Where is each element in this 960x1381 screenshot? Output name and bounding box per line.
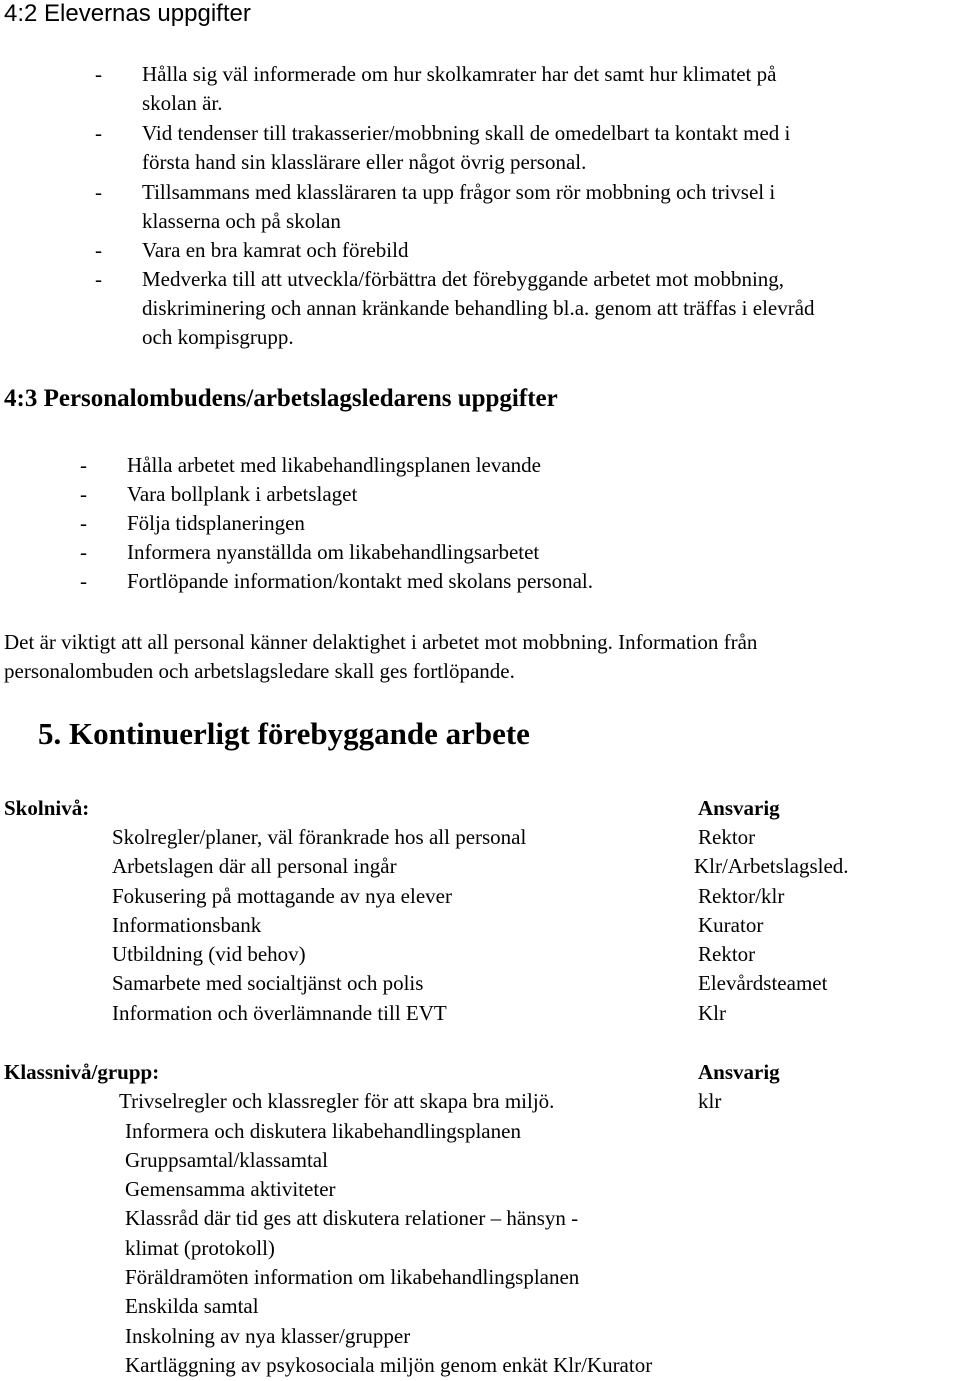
skolniva-ansvarig-header: Ansvarig xyxy=(698,796,780,820)
klassniva-ansvarig-header: Ansvarig xyxy=(698,1060,780,1084)
list-item-line: Hålla sig väl informerade om hur skolkamrater har det samt hur klimatet på xyxy=(142,62,777,86)
skolniva-responsible: Klr xyxy=(698,1001,726,1025)
list-item-line: första hand sin klasslärare eller något övrig personal. xyxy=(142,150,587,174)
list-bullet-dash: - xyxy=(80,511,87,535)
skolniva-task: Arbetslagen där all personal ingår xyxy=(112,854,397,878)
klassniva-task: Föräldramöten information om likabehandlingsplanen xyxy=(125,1265,580,1289)
list-bullet-dash: - xyxy=(95,267,102,291)
list-item-line: Vara en bra kamrat och förebild xyxy=(142,238,409,262)
list-item-line: Tillsammans med klassläraren ta upp frågor som rör mobbning och trivsel i xyxy=(142,180,776,204)
section-5-heading: 5. Kontinuerligt förebyggande arbete xyxy=(38,716,530,751)
list-item: Hålla arbetet med likabehandlingsplanen levande xyxy=(127,453,542,477)
list-bullet-dash: - xyxy=(95,62,102,86)
skolniva-task: Skolregler/planer, väl förankrade hos all personal xyxy=(112,825,527,849)
list-item-line: klasserna och på skolan xyxy=(142,209,341,233)
list-bullet-dash: - xyxy=(80,482,87,506)
list-item-line: Medverka till att utveckla/förbättra det förebyggande arbetet mot mobbning, xyxy=(142,267,785,291)
klassniva-task: Gruppsamtal/klassamtal xyxy=(125,1148,328,1172)
section-4-2-heading: 4:2 Elevernas uppgifter xyxy=(4,0,251,27)
klassniva-task: Kartläggning av psykosociala miljön genom enkät Klr/Kurator xyxy=(125,1353,653,1377)
skolniva-task: Informationsbank xyxy=(112,913,262,937)
klassniva-responsible: klr xyxy=(698,1089,722,1113)
skolniva-task: Information och överlämnande till EVT xyxy=(112,1001,447,1025)
list-item: Informera nyanställda om likabehandlingsarbetet xyxy=(127,540,540,564)
klassniva-task: Inskolning av nya klasser/grupper xyxy=(125,1324,411,1348)
list-bullet-dash: - xyxy=(95,238,102,262)
klassniva-label: Klassnivå/grupp: xyxy=(4,1060,160,1084)
klassniva-task: Trivselregler och klassregler för att skapa bra miljö. xyxy=(119,1089,555,1113)
skolniva-label: Skolnivå: xyxy=(4,796,90,820)
skolniva-task: Utbildning (vid behov) xyxy=(112,942,306,966)
klassniva-task: Klassråd där tid ges att diskutera relationer – hänsyn - xyxy=(125,1206,579,1230)
klassniva-task: Enskilda samtal xyxy=(125,1294,259,1318)
list-bullet-dash: - xyxy=(80,453,87,477)
skolniva-responsible: Rektor/klr xyxy=(698,884,785,908)
klassniva-task: Informera och diskutera likabehandlingsplanen xyxy=(125,1119,521,1143)
skolniva-responsible: Klr/Arbetslagsled. xyxy=(694,854,849,878)
list-item-line: och kompisgrupp. xyxy=(142,325,294,349)
list-item-line: diskriminering och annan kränkande behandling bl.a. genom att träffas i elevråd xyxy=(142,296,815,320)
skolniva-responsible: Kurator xyxy=(698,913,764,937)
list-item: Fortlöpande information/kontakt med skolans personal. xyxy=(127,569,593,593)
list-bullet-dash: - xyxy=(95,180,102,204)
klassniva-task: klimat (protokoll) xyxy=(125,1236,275,1260)
skolniva-task: Samarbete med socialtjänst och polis xyxy=(112,971,424,995)
section-4-3-heading: 4:3 Personalombudens/arbetslagsledarens uppgifter xyxy=(4,385,558,412)
list-bullet-dash: - xyxy=(95,121,102,145)
list-bullet-dash: - xyxy=(80,540,87,564)
klassniva-task: Gemensamma aktiviteter xyxy=(125,1177,336,1201)
list-item: Följa tidsplaneringen xyxy=(127,511,305,535)
list-bullet-dash: - xyxy=(80,569,87,593)
paragraph-line: personalombuden och arbetslagsledare skall ges fortlöpande. xyxy=(4,659,515,683)
paragraph-line: Det är viktigt att all personal känner delaktighet i arbetet mot mobbning. Information från xyxy=(4,630,758,654)
skolniva-responsible: Rektor xyxy=(698,825,756,849)
list-item-line: skolan är. xyxy=(142,91,223,115)
skolniva-responsible: Elevårdsteamet xyxy=(698,971,828,995)
list-item: Vara bollplank i arbetslaget xyxy=(127,482,358,506)
skolniva-task: Fokusering på mottagande av nya elever xyxy=(112,884,452,908)
list-item-line: Vid tendenser till trakasserier/mobbning skall de omedelbart ta kontakt med i xyxy=(142,121,791,145)
skolniva-responsible: Rektor xyxy=(698,942,756,966)
